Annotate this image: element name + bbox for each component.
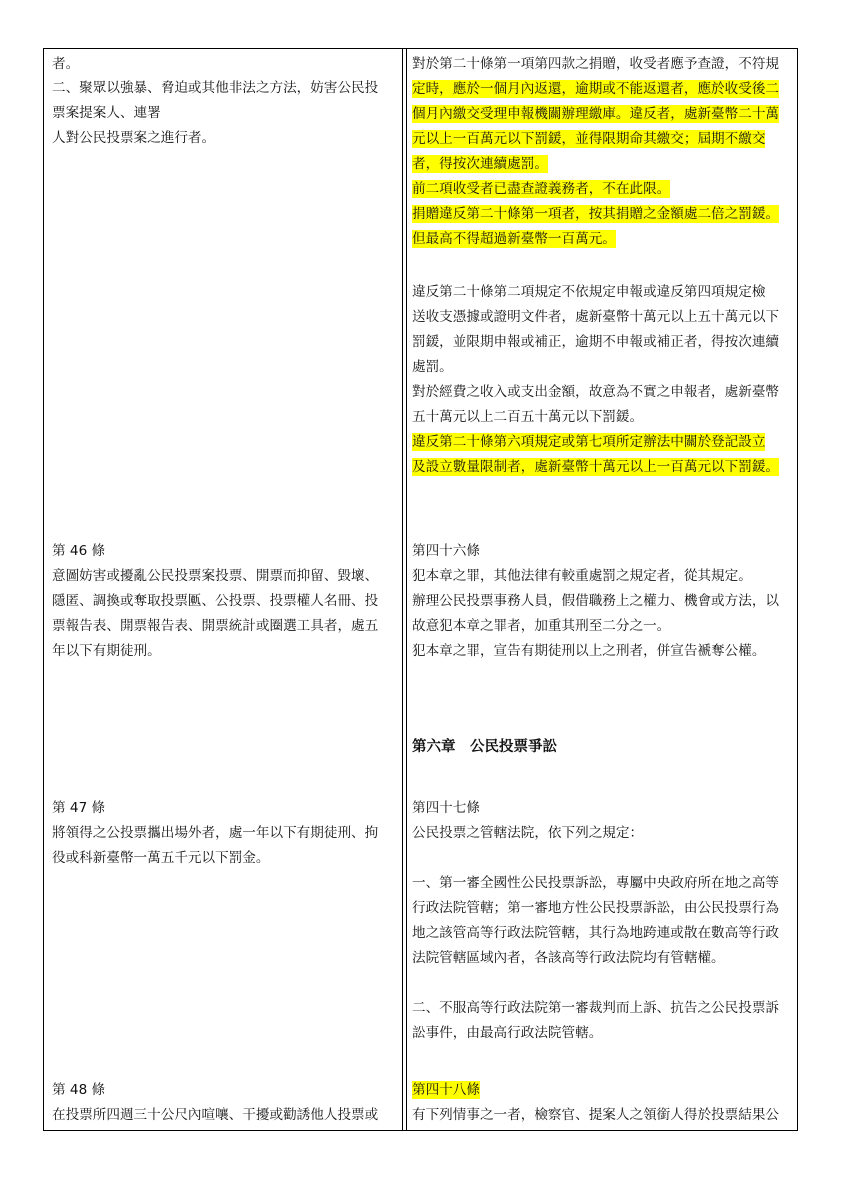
left-article-46-title: 第 46 條: [52, 543, 106, 559]
right-article-47-item1-line: 一、第一審全國性公民投票訴訟，專屬中央政府所在地之高等: [412, 875, 780, 891]
left-intro-line: 人對公民投票案之進行者。: [52, 130, 216, 146]
left-article-47-line: 將領得之公投票攜出場外者，處一年以下有期徒刑、拘: [52, 825, 379, 841]
left-article-46-line: 票報告表、開票報告表、開票統計或圈選工具者，處五: [52, 618, 379, 634]
right-article-46-line: 辦理公民投票事務人員，假借職務上之權力、機會或方法，以: [412, 593, 780, 609]
right-block1-line: 者，得按次連續處罰。: [412, 156, 548, 172]
left-article-46-line: 意圖妨害或擾亂公民投票案投票、開票而抑留、毀壞、: [52, 568, 379, 584]
right-block1-line: 元以上一百萬元以下罰鍰，並得限期命其繳交；屆期不繳交: [412, 131, 766, 147]
right-block1-line: 捐贈違反第二十條第一項者，按其捐贈之金額處二倍之罰鍰。: [412, 206, 780, 222]
right-block2-line: 違反第二十條第二項規定不依規定申報或違反第四項規定檢: [412, 284, 766, 300]
right-article-47-lead: 公民投票之管轄法院，依下列之規定：: [412, 825, 644, 841]
right-article-48-title: 第四十八條: [412, 1082, 480, 1098]
right-block2-line: 五十萬元以上二百五十萬元以下罰鍰。: [412, 409, 644, 425]
right-article-46-line: 故意犯本章之罪者，加重其刑至二分之一。: [412, 618, 671, 634]
left-article-48-title: 第 48 條: [52, 1082, 106, 1098]
comparison-table: [43, 48, 798, 1131]
right-article-47-item1-line: 法院管轄區域內者，各該高等行政法院均有管轄權。: [412, 950, 725, 966]
right-block2-line: 送收支憑據或證明文件者，處新臺幣十萬元以上五十萬元以下: [412, 309, 780, 325]
right-article-47-title: 第四十七條: [412, 800, 480, 816]
left-article-46-line: 隱匿、調換或奪取投票匭、公投票、投票權人名冊、投: [52, 593, 379, 609]
right-article-47-item1-line: 行政法院管轄；第一審地方性公民投票訴訟，由公民投票行為: [412, 900, 780, 916]
right-article-46-line: 犯本章之罪，宣告有期徒刑以上之刑者，併宣告褫奪公權。: [412, 643, 766, 659]
left-article-47-line: 役或科新臺幣一萬五千元以下罰金。: [52, 850, 270, 866]
right-block2-line: 處罰。: [412, 359, 453, 375]
right-block2-line: 違反第二十條第六項規定或第七項所定辦法中關於登記設立: [412, 434, 766, 450]
right-article-46-title: 第四十六條: [412, 543, 480, 559]
left-intro-line: 票案提案人、連署: [52, 105, 161, 121]
left-article-48-line: 在投票所四週三十公尺內喧嚷、干擾或勸誘他人投票或: [52, 1107, 379, 1123]
right-block1-line: [412, 55, 779, 73]
column-divider: [402, 49, 403, 1130]
left-intro-line: 二、聚眾以強暴、脅迫或其他非法之方法，妨害公民投: [52, 80, 379, 96]
left-article-46-line: 年以下有期徒刑。: [52, 643, 161, 659]
right-block2-line: 及設立數量限制者，處新臺幣十萬元以上一百萬元以下罰鍰。: [412, 459, 780, 475]
right-block1-text: 對於第二十條第一項第四款之捐贈，收受者應予查證，不符規: [412, 56, 780, 72]
right-block2-line: 罰鍰，並限期申報或補正，逾期不申報或補正者，得按次連續: [412, 334, 780, 350]
right-article-48-line: 有下列情事之一者，檢察官、提案人之領銜人得於投票結果公: [412, 1107, 780, 1123]
column-divider-inner: [406, 49, 407, 1130]
right-block1-line: 定時，應於一個月內返還，逾期或不能返還者，應於收受後二: [412, 81, 780, 97]
right-article-47-item1-line: 地之該管高等行政法院管轄，其行為地跨連或散在數高等行政: [412, 925, 780, 941]
right-article-47-item2-line: 訟事件，由最高行政法院管轄。: [412, 1025, 603, 1041]
right-block1-line: 前二項收受者已盡查證義務者，不在此限。: [412, 181, 671, 197]
right-block1-line: 但最高不得超過新臺幣一百萬元。: [412, 231, 616, 247]
left-article-47-title: 第 47 條: [52, 800, 106, 816]
left-intro-line: 者。: [52, 56, 80, 72]
right-article-46-line: 犯本章之罪，其他法律有較重處罰之規定者，從其規定。: [412, 568, 752, 584]
right-block1-line: 個月內繳交受理申報機關辦理繳庫。違反者，處新臺幣二十萬: [412, 106, 780, 122]
chapter-6-heading: 第六章 公民投票爭訟: [412, 739, 557, 755]
right-block2-line: 對於經費之收入或支出金額，故意為不實之申報者，處新臺幣: [412, 384, 780, 400]
right-article-47-item2-line: 二、不服高等行政法院第一審裁判而上訴、抗告之公民投票訴: [412, 1000, 780, 1016]
